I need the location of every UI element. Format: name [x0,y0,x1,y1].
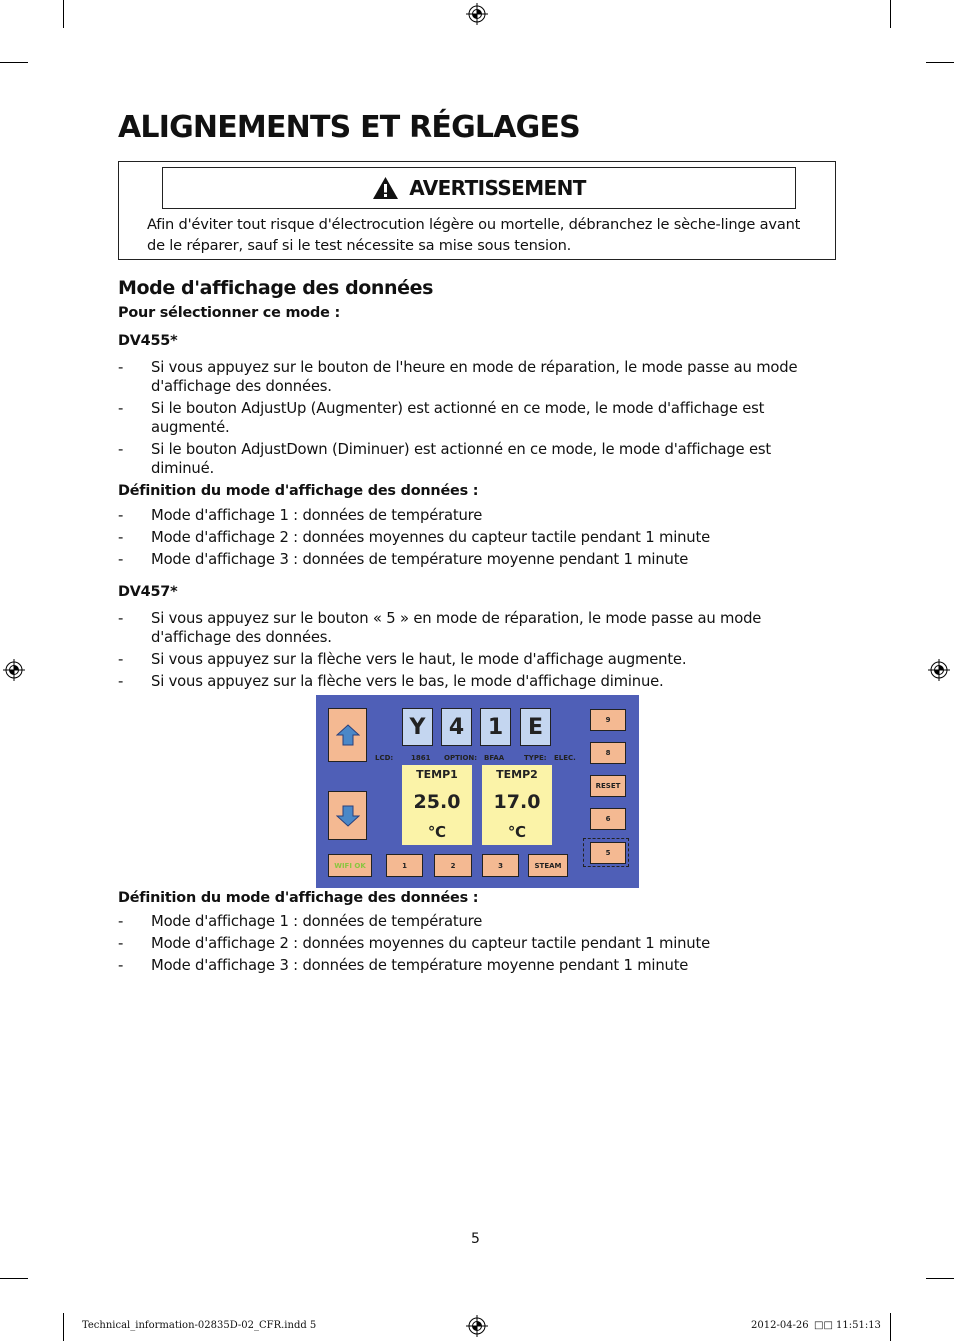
warning-header [162,167,796,209]
button-3[interactable]: 3 [482,854,519,877]
list-item: - Si vous appuyez sur la flèche vers le haut, le mode d'affichage augmente. [118,651,687,668]
select-label: Pour sélectionner ce mode : [118,305,340,321]
warning-heading: AVERTISSEMENT [409,176,586,200]
section-title: Mode d'affichage des données [118,277,434,299]
model-dv455: DV455* [118,333,178,349]
crop-mark [63,1313,64,1341]
model-dv457: DV457* [118,584,178,600]
temp2-label: TEMP2 [496,768,538,781]
crop-mark [63,0,64,28]
option-label: OPTION: [444,754,478,762]
display-digit: Y [402,708,433,746]
crop-mark [926,1278,954,1279]
arrow-up-button[interactable] [328,708,367,762]
display-digit: E [520,708,551,746]
list-item: - Mode d'affichage 3 : données de température moyenne pendant 1 minute [118,551,689,568]
button-9[interactable]: 9 [590,709,626,731]
arrow-down-button[interactable] [328,791,367,840]
button-2[interactable]: 2 [434,854,472,877]
page-number: 5 [471,1231,480,1247]
button-6[interactable]: 6 [590,808,626,830]
warning-box [118,161,836,260]
option-value: BFAA [484,754,505,762]
warning-text: Afin d'éviter tout risque d'électrocution légère ou mortelle, débranchez le sèche-linge avant de le réparer, sauf si le test nécessite sa mise sous tension. [147,216,801,254]
reset-button[interactable]: RESET [590,775,626,797]
crop-mark [926,62,954,63]
temp2-value: 17.0 [493,791,541,813]
button-8[interactable]: 8 [590,742,626,764]
footer-date: 2012-04-26 [751,1320,809,1331]
crop-mark [890,1313,891,1341]
temp1-value: 25.0 [413,791,461,813]
warning-triangle-icon [372,176,399,200]
registration-mark-icon [3,659,25,681]
footer-time: 11:51:13 [836,1320,881,1331]
list-item: - Si vous appuyez sur le bouton de l'heure en mode de réparation, le mode passe au mode d'affichage des données. [118,359,798,395]
lcd-value: 1861 [411,754,431,762]
button-1[interactable]: 1 [386,854,423,877]
registration-mark-icon [928,659,950,681]
type-value: ELEC. [554,754,576,762]
wifi-ok-button[interactable]: WIFI OK [328,854,372,877]
footer-weekday: □□ [814,1320,833,1331]
list-item: - Mode d'affichage 1 : données de température [118,507,483,524]
list-item: - Mode d'affichage 1 : données de température [118,913,483,930]
list-item: - Mode d'affichage 2 : données moyennes du capteur tactile pendant 1 minute [118,529,710,546]
list-item: - Mode d'affichage 3 : données de température moyenne pendant 1 minute [118,957,689,974]
temp1-unit: ℃ [427,823,447,841]
dv457-steps [118,609,818,694]
button-5[interactable]: 5 [590,842,626,864]
temp1-label: TEMP1 [416,768,458,781]
dv455-steps [118,358,818,481]
control-panel [316,695,639,888]
definition-label: Définition du mode d'affichage des données : [118,483,479,499]
registration-mark-icon [466,3,488,25]
lcd-label: LCD: [375,754,394,762]
temp2-display [482,765,552,845]
definition-label: Définition du mode d'affichage des données : [118,890,479,906]
arrow-down-icon [336,805,360,827]
crop-mark [0,62,28,63]
page-title: ALIGNEMENTS ET RÉGLAGES [118,110,580,145]
arrow-up-icon [336,724,360,746]
type-label: TYPE: [524,754,547,762]
temp1-display [402,765,472,845]
footer-filename: Technical_information-02835D-02_CFR.indd 5 [82,1320,317,1331]
dv455-definitions [118,506,818,572]
crop-mark [0,1278,28,1279]
display-digit: 1 [480,708,511,746]
steam-button[interactable]: STEAM [528,854,568,877]
registration-mark-icon [466,1315,488,1337]
list-item: - Si le bouton AdjustUp (Augmenter) est actionné en ce mode, le mode d'affichage est augmenté. [118,400,765,436]
dv457-definitions [118,912,818,978]
display-digit: 4 [441,708,472,746]
list-item: - Si vous appuyez sur la flèche vers le bas, le mode d'affichage diminue. [118,673,664,690]
temp2-unit: ℃ [507,823,527,841]
list-item: - Mode d'affichage 2 : données moyennes du capteur tactile pendant 1 minute [118,935,710,952]
list-item: - Si le bouton AdjustDown (Diminuer) est actionné en ce mode, le mode d'affichage est diminué. [118,441,771,477]
list-item: - Si vous appuyez sur le bouton « 5 » en mode de réparation, le mode passe au mode d'affichage des données. [118,610,762,646]
crop-mark [890,0,891,28]
